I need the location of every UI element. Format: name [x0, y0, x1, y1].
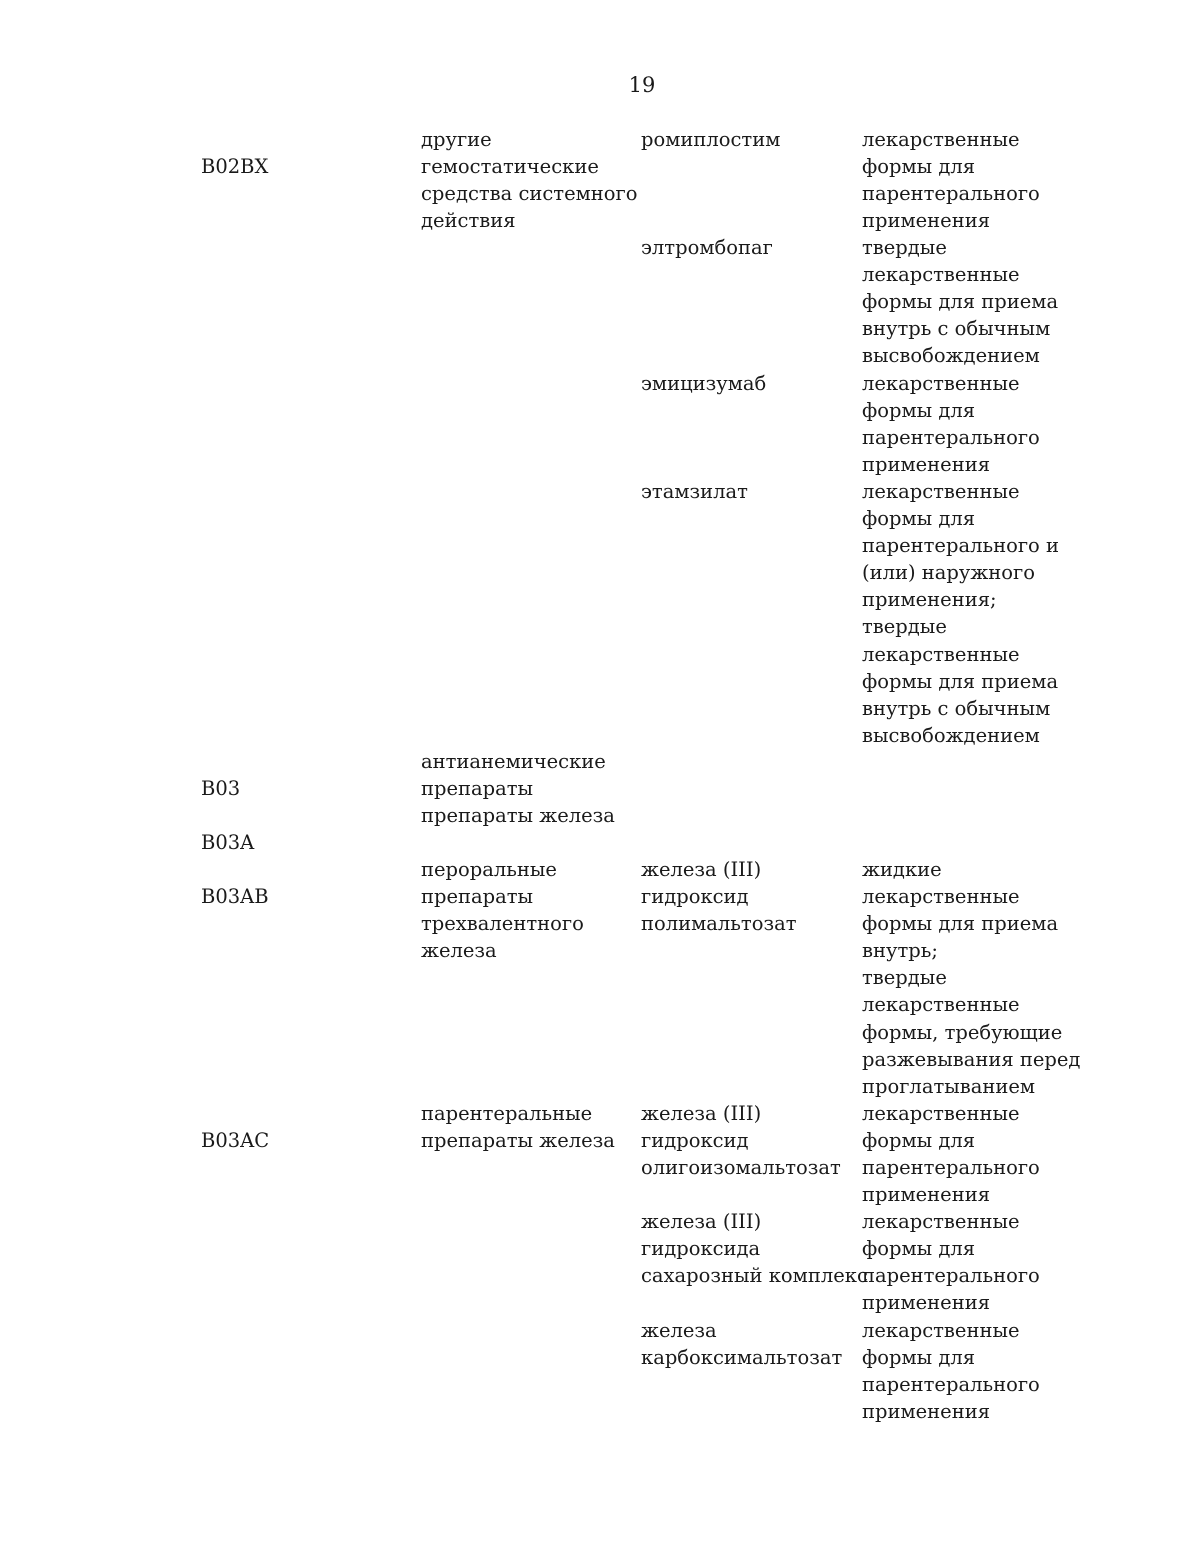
- drug-name: элтромбопаг: [641, 236, 773, 259]
- atc-code-b02bx: B02BX: [201, 155, 269, 178]
- group-description: пероральные препараты трехвалентного железа: [421, 858, 584, 963]
- drug-name: железа (III) гидроксид полимальтозат: [641, 858, 797, 936]
- dosage-form: лекарственные формы для парентерального применения: [862, 1319, 1040, 1424]
- dosage-form: лекарственные формы для парентерального применения: [862, 128, 1040, 233]
- drug-name: железа карбоксимальтозат: [641, 1319, 843, 1370]
- group-description: антианемические препараты препараты железа: [421, 750, 615, 828]
- drug-name: ромиплостим: [641, 128, 781, 151]
- group-description: парентеральные препараты железа: [421, 1102, 615, 1153]
- dosage-form: жидкие лекарственные формы для приема внутрь; твердые лекарственные формы, требующие разжевывания перед проглатыванием: [862, 858, 1081, 1098]
- drug-name: железа (III) гидроксид олигоизомальтозат: [641, 1102, 841, 1180]
- dosage-form: лекарственные формы для парентерального и (или) наружного применения; твердые лекарственные формы для приема внутрь с обычным высвобождением: [862, 480, 1059, 747]
- page-number: 19: [628, 73, 656, 97]
- atc-code-b03: B03: [201, 777, 241, 800]
- atc-code-b03a: B03A: [201, 831, 255, 854]
- atc-code-b03ab: B03AB: [201, 885, 269, 908]
- dosage-form: лекарственные формы для парентерального применения: [862, 1210, 1040, 1315]
- group-description: другие гемостатические средства системного действия: [421, 128, 638, 233]
- drug-name: эмицизумаб: [641, 372, 767, 395]
- atc-code-b03ac: B03AC: [201, 1129, 270, 1152]
- drug-name: железа (III) гидроксида сахарозный комплекс: [641, 1210, 868, 1288]
- dosage-form: твердые лекарственные формы для приема внутрь с обычным высвобождением: [862, 236, 1059, 368]
- dosage-form: лекарственные формы для парентерального применения: [862, 1102, 1040, 1207]
- drug-name: этамзилат: [641, 480, 748, 503]
- dosage-form: лекарственные формы для парентерального применения: [862, 372, 1040, 477]
